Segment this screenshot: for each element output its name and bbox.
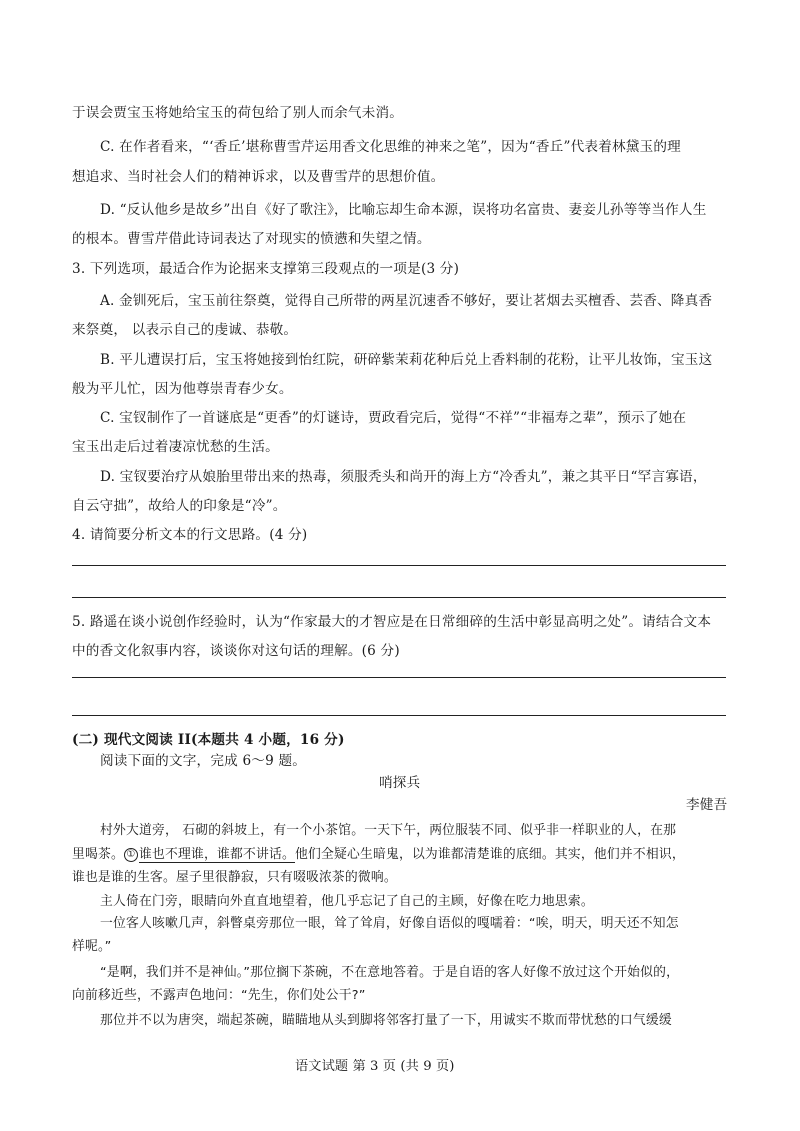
q5-line2: 中的香文化叙事内容，谈谈你对这句话的理解。(6 分) (72, 643, 400, 659)
q2-option-c-line1: C. 在作者看来，“‘香丘’堪称曹雪芹运用香文化思维的神来之笔”，因为“香丘”代表着林黛玉的理 (100, 139, 681, 155)
story-p1-line2-start: 里喝茶。 (72, 847, 124, 862)
q5-answer-line-2[interactable] (72, 715, 726, 716)
q3-option-a-line1: A. 金钏死后，宝玉前往祭奠，觉得自己所带的两星沉速香不够好，要让茗烟去买檀香、芸香、降真香 (100, 293, 713, 309)
underlined-sentence: 谁也不理谁，谁都不讲话。 (139, 847, 295, 862)
section-heading: (二) 现代文阅读 II(本题共 4 小题，16 分) (72, 732, 345, 748)
story-p3-line1: 一位客人咳嗽几声，斜瞥桌旁那位一眼，耸了耸肩，好像自语似的嘎嚅着：“唉，明天，明天还不知怎 (100, 916, 679, 931)
circled-marker-1: ① (124, 848, 138, 862)
section-instruction: 阅读下面的文字，完成 6～9 题。 (100, 753, 307, 769)
q3-stem: 3. 下列选项，最适合作为论据来支撑第三段观点的一项是(3 分) (72, 261, 460, 277)
q3-option-a-line2: 来祭奠， 以表示自己的虔诚、恭敬。 (72, 322, 298, 338)
story-title: 哨探兵 (379, 775, 421, 791)
page-footer: 语文试题 第 3 页 (共 9 页) (295, 1059, 455, 1074)
q2-option-d-line1: D. “反认他乡是故乡”出自《好了歌注》，比喻忘却生命本源，误将功名富贵、妻妾儿孙等等当作人生 (100, 202, 707, 218)
q3-option-c-line1: C. 宝钗制作了一首谜底是“更香”的灯谜诗，贾政看完后，觉得“不祥”“非福寿之辈”，预示了她在 (100, 410, 687, 426)
q4-answer-line-2[interactable] (72, 597, 726, 598)
q3-option-b-line1: B. 平儿遭误打后，宝玉将她接到怡红院，研碎紫茉莉花种后兑上香料制的花粉，让平儿妆饰，宝玉这 (100, 352, 713, 368)
story-p1-line1: 村外大道旁， 石砌的斜坡上，有一个小茶馆。一天下午，两位服装不同、似乎非一样职业的人，在那 (100, 823, 677, 838)
q2-option-c-line2: 想追求、当时社会人们的精神诉求，以及曹雪芹的思想价值。 (72, 169, 445, 185)
q4-answer-line-1[interactable] (72, 565, 726, 566)
q4-stem: 4. 请简要分析文本的行文思路。(4 分) (72, 527, 308, 543)
q2-option-d-line2: 的根本。曹雪芹借此诗词表达了对现实的愤懑和失望之情。 (72, 231, 431, 247)
story-p1-line2 (72, 845, 685, 865)
q3-option-d-line2: 自云守拙”，故给人的印象是“冷”。 (72, 498, 287, 514)
story-author: 李健吾 (686, 797, 728, 813)
q5-answer-line-1[interactable] (72, 677, 726, 678)
story-p1-line2-end: 他们全疑心生暗鬼，以为谁都清楚谁的底细。其实，他们并不相识， (294, 847, 685, 862)
story-p5-line1: 那位并不以为唐突，端起茶碗，瞄瞄地从头到脚将邻客打量了一下，用诚实不欺而带忧愁的口气缓缓 (100, 1013, 672, 1028)
story-p4-line1: “是啊，我们并不是神仙。”那位搁下茶碗，不在意地答着。于是自语的客人好像不放过这个开始似的， (100, 965, 680, 980)
q3-option-c-line2: 宝玉出走后过着凄凉忧愁的生活。 (72, 439, 279, 455)
q3-option-d-line1: D. 宝钗要治疗从娘胎里带出来的热毒，须服秃头和尚开的海上方“冷香丸”，兼之其平日“罕言寡语， (100, 469, 707, 485)
q5-line1: 5. 路遥在谈小说创作经验时，认为“作家最大的才智应是在日常细碎的生活中彰显高明之处”。请结合文本 (72, 614, 712, 630)
story-p4-line2: 向前移近些，不露声色地问：“先生，你们处公干?” (72, 988, 366, 1003)
story-p2-line1: 主人倚在门旁，眼睛向外直直地望着，他几乎忘记了自己的主顾，好像在吃力地思索。 (100, 894, 594, 909)
story-p1-line3: 谁也是谁的生客。屋子里很静寂，只有啜吸浓茶的微响。 (72, 870, 397, 885)
q2-continuation-line: 于误会贾宝玉将她给宝玉的荷包给了别人而余气未消。 (72, 105, 404, 121)
story-p3-line2: 样呢。” (72, 939, 112, 954)
q3-option-b-line2: 般为平儿忙，因为他尊崇青春少女。 (72, 381, 293, 397)
